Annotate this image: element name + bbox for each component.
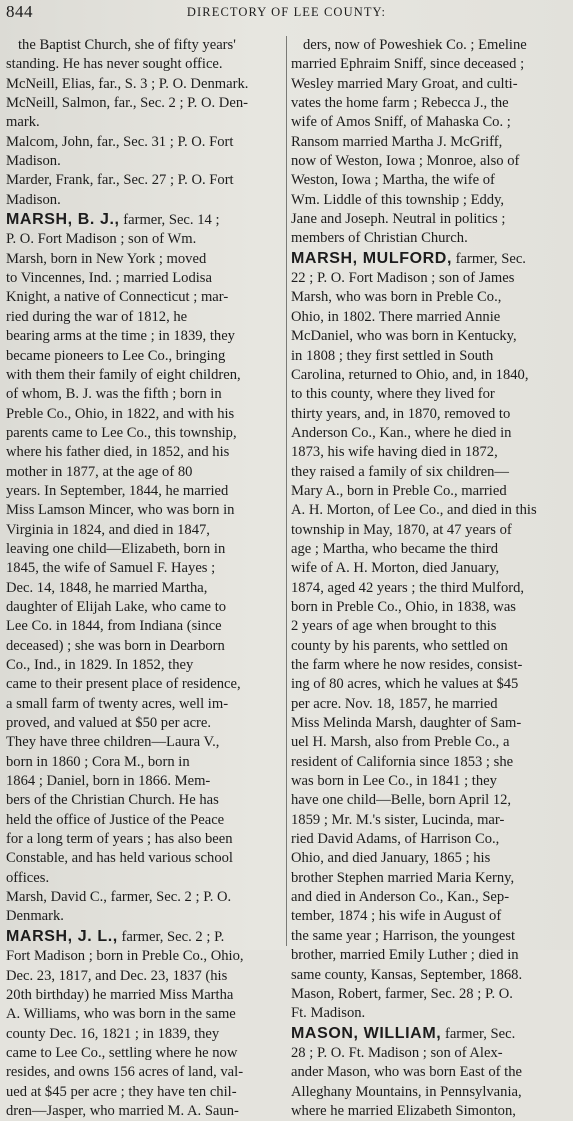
entry-continuation [6,36,283,75]
entry-line: vates the home farm ; Rebecca J., the [291,95,509,112]
entry-line: deceased) ; she was born in Dearborn [6,637,225,654]
entry-line [291,1024,568,1044]
entry-line: where his father died, in 1852, and his [6,444,230,461]
entry-line: Lee Co. in 1844, from Indiana (since [6,618,222,635]
entry-line: uel H. Marsh, also from Preble Co., a [291,734,510,751]
entry-name: MASON, WILLIAM, [291,1024,442,1042]
directory-entry-biography [6,927,283,1121]
entry-line: Denmark. [6,908,64,925]
entry-line: 1845, the wife of Samuel F. Hayes ; [6,560,216,577]
entry-line: brother Stephen married Maria Kerny, [291,869,515,886]
entry-line: to this county, where they lived for [291,386,495,403]
entry-line: same county, Kansas, September, 1868. [291,966,523,983]
entry-line: years. In September, 1844, he married [6,482,229,499]
entry-line: Preble Co., Ohio, in 1822, and with his [6,405,235,422]
directory-entry [6,94,283,133]
entry-text: farmer, Sec. [441,1025,516,1042]
running-title: DIRECTORY OF LEE COUNTY: [186,5,387,19]
entry-line: A. H. Morton, of Lee Co., and died in this [291,502,537,519]
entry-line: Madison. [6,191,61,208]
column-divider [286,36,287,946]
entry-line: Dec. 23, 1817, and Dec. 23, 1837 (his [6,967,228,984]
entry-line: resident of California since 1853 ; she [291,753,514,770]
entry-continuation [291,36,568,249]
entry-line: Anderson Co., Kan., where he died in [291,424,512,441]
entry-text: farmer, Sec. [451,250,526,267]
entry-line: Miss Melinda Marsh, daughter of Sam- [291,715,522,732]
entry-line: Co., Ind., in 1829. In 1852, they [6,657,194,673]
entry-line: township in May, 1870, at 47 years of [291,521,512,538]
entry-line: ing of 80 acres, which he values at $45 [291,676,519,693]
entry-line: came to Lee Co., settling where he now [6,1044,238,1061]
entry-line: have one child—Belle, born April 12, [291,792,512,809]
directory-entry [6,888,283,927]
entry-line: a small farm of twenty acres, well im- [6,695,229,712]
entry-line: 1874, aged 42 years ; the third Mulford, [291,579,525,596]
entry-line: Ft. Madison. [291,1005,366,1022]
entry-line: Alleghany Mountains, in Pennsylvania, [291,1083,522,1100]
entry-line: daughter of Elijah Lake, who came to [6,598,227,615]
entry-line: the Baptist Church, she of fifty years' [18,37,236,53]
entry-line: Fort Madison ; born in Preble Co., Ohio, [6,948,244,965]
entry-line: county Dec. 16, 1821 ; in 1839, they [6,1025,220,1042]
entry-line: Madison. [6,153,61,170]
entry-line: Marsh, born in New York ; moved [6,250,207,267]
entry-line: born in 1860 ; Cora M., born in [6,753,190,770]
entry-line: resides, and owns 156 acres of land, val- [6,1064,244,1081]
entry-line: ders, now of Poweshiek Co. ; Emeline [303,37,527,53]
directory-entry-biography [6,210,283,888]
entry-line: to Vincennes, Ind. ; married Lodisa [6,270,212,287]
entry-line: for a long term of years ; has also been [6,831,233,848]
entry-line: Ohio, in 1802. There married Annie [291,308,501,325]
entry-line: McNeill, Elias, far., S. 3 ; P. O. Denmark. [6,75,249,92]
entry-line [291,249,568,269]
entry-name: MARSH, J. L., [6,927,118,945]
entry-line: ued at $45 per acre ; they have ten chil- [6,1083,237,1100]
page-header [0,2,573,24]
entry-line: came to their present place of residence, [6,676,241,693]
entry-name: MARSH, B. J., [6,211,120,229]
entry-line: ried David Adams, of Harrison Co., [291,831,500,848]
entry-line: 1873, his wife having died in 1872, [291,444,498,461]
entry-line: mark. [6,114,40,131]
entry-line: A. Williams, who was born in the same [6,1006,236,1023]
entry-line: 22 ; P. O. Fort Madison ; son of James [291,270,515,287]
entry-line: Ohio, and died January, 1865 ; his [291,850,491,867]
entry-line: Marder, Frank, far., Sec. 27 ; P. O. Fort [6,172,234,189]
entry-line: Ransom married Martha J. McGriff, [291,133,503,150]
directory-entry-biography [291,1024,568,1121]
left-column [6,36,283,1119]
entry-line: Wm. Liddle of this township ; Eddy, [291,191,505,208]
entry-text: farmer, Sec. 2 ; P. [117,928,225,945]
entry-line: mother in 1877, at the age of 80 [6,463,193,480]
entry-line: became pioneers to Lee Co., bringing [6,347,226,364]
entry-line: Jane and Joseph. Neutral in politics ; [291,211,506,228]
entry-line: wife of A. H. Morton, died January, [291,560,500,577]
page-number: 844 [6,2,33,21]
entry-line [6,927,283,947]
entry-line: 28 ; P. O. Ft. Madison ; son of Alex- [291,1044,503,1061]
entry-line: 1864 ; Daniel, born in 1866. Mem- [6,773,211,790]
entry-line: Constable, and has held various school [6,850,233,867]
entry-line: age ; Martha, who became the third [291,540,499,557]
entry-line [6,210,283,230]
entry-line: county by his parents, who settled on [291,637,508,654]
entry-text: farmer, Sec. 14 ; [119,212,220,229]
entry-line: Mary A., born in Preble Co., married [291,482,507,499]
entry-line: Virginia in 1824, and died in 1847, [6,521,210,538]
entry-line: bers of the Christian Church. He has [6,792,219,809]
entry-line: per acre. Nov. 18, 1857, he married [291,695,498,712]
directory-entry [6,75,283,94]
entry-line: wife of Amos Sniff, of Mahaska Co. ; [291,114,511,131]
entry-line: Wesley married Mary Groat, and culti- [291,75,518,92]
entry-line: the same year ; Harrison, the youngest [291,927,516,944]
entry-line: members of Christian Church. [291,230,468,247]
entry-line: 2 years of age when brought to this [291,618,497,635]
entry-line: with them their family of eight children, [6,366,241,383]
entry-line: Dec. 14, 1848, he married Martha, [6,579,208,596]
entry-line: parents came to Lee Co., this township, [6,424,237,441]
entry-line: 20th birthday) he married Miss Martha [6,986,234,1003]
entry-line: married Ephraim Sniff, since deceased ; [291,56,525,73]
entry-line: Miss Lamson Mincer, who was born in [6,502,235,519]
entry-line: 1859 ; Mr. M.'s sister, Lucinda, mar- [291,811,505,828]
entry-line: tember, 1874 ; his wife in August of [291,908,502,925]
directory-entry [291,985,568,1024]
entry-line: Knight, a native of Connecticut ; mar- [6,289,229,306]
entry-line: the farm where he now resides, consist- [291,657,523,673]
entry-line: McDaniel, who was born in Kentucky, [291,328,517,345]
entry-line: ried during the war of 1812, he [6,308,188,325]
entry-line: Malcom, John, far., Sec. 31 ; P. O. Fort [6,133,234,150]
entry-line: brother, married Emily Luther ; died in [291,947,519,964]
entry-name: MARSH, MULFORD, [291,249,452,267]
entry-line: in 1808 ; they first settled in South [291,347,494,364]
entry-line: Carolina, returned to Ohio, and, in 1840, [291,366,529,383]
directory-entry [6,171,283,210]
entry-line: proved, and valued at $50 per acre. [6,715,212,732]
directory-entry-biography [291,249,568,985]
entry-line: and died in Anderson Co., Kan., Sep- [291,889,510,906]
entry-line: was born in Lee Co., in 1841 ; they [291,773,497,790]
entry-line: held the office of Justice of the Peace [6,811,225,828]
entry-line: McNeill, Salmon, far., Sec. 2 ; P. O. Den- [6,95,248,112]
entry-line: Marsh, David C., farmer, Sec. 2 ; P. O. [6,889,232,906]
entry-line: Weston, Iowa ; Martha, the wife of [291,172,495,189]
entry-line: thirty years, and, in 1870, removed to [291,405,511,422]
entry-line: offices. [6,869,50,886]
entry-line: leaving one child—Elizabeth, born in [6,540,226,557]
entry-line: Mason, Robert, farmer, Sec. 28 ; P. O. [291,985,513,1002]
entry-line: They have three children—Laura V., [6,734,220,751]
entry-line: where he married Elizabeth Simonton, [291,1102,516,1119]
entry-line: of whom, B. J. was the fifth ; born in [6,386,222,403]
right-column [291,36,568,1119]
entry-line: bearing arms at the time ; in 1839, they [6,328,235,345]
directory-entry [6,133,283,172]
entry-line: they raised a family of six children— [291,463,510,480]
entry-line: ander Mason, who was born East of the [291,1064,523,1081]
entry-line: P. O. Fort Madison ; son of Wm. [6,231,197,248]
entry-line: now of Weston, Iowa ; Monroe, also of [291,153,520,170]
entry-line: standing. He has never sought office. [6,56,223,73]
entry-line: Marsh, who was born in Preble Co., [291,289,502,306]
entry-line: born in Preble Co., Ohio, in 1838, was [291,598,516,615]
entry-line: dren—Jasper, who married M. A. Saun- [6,1102,239,1119]
